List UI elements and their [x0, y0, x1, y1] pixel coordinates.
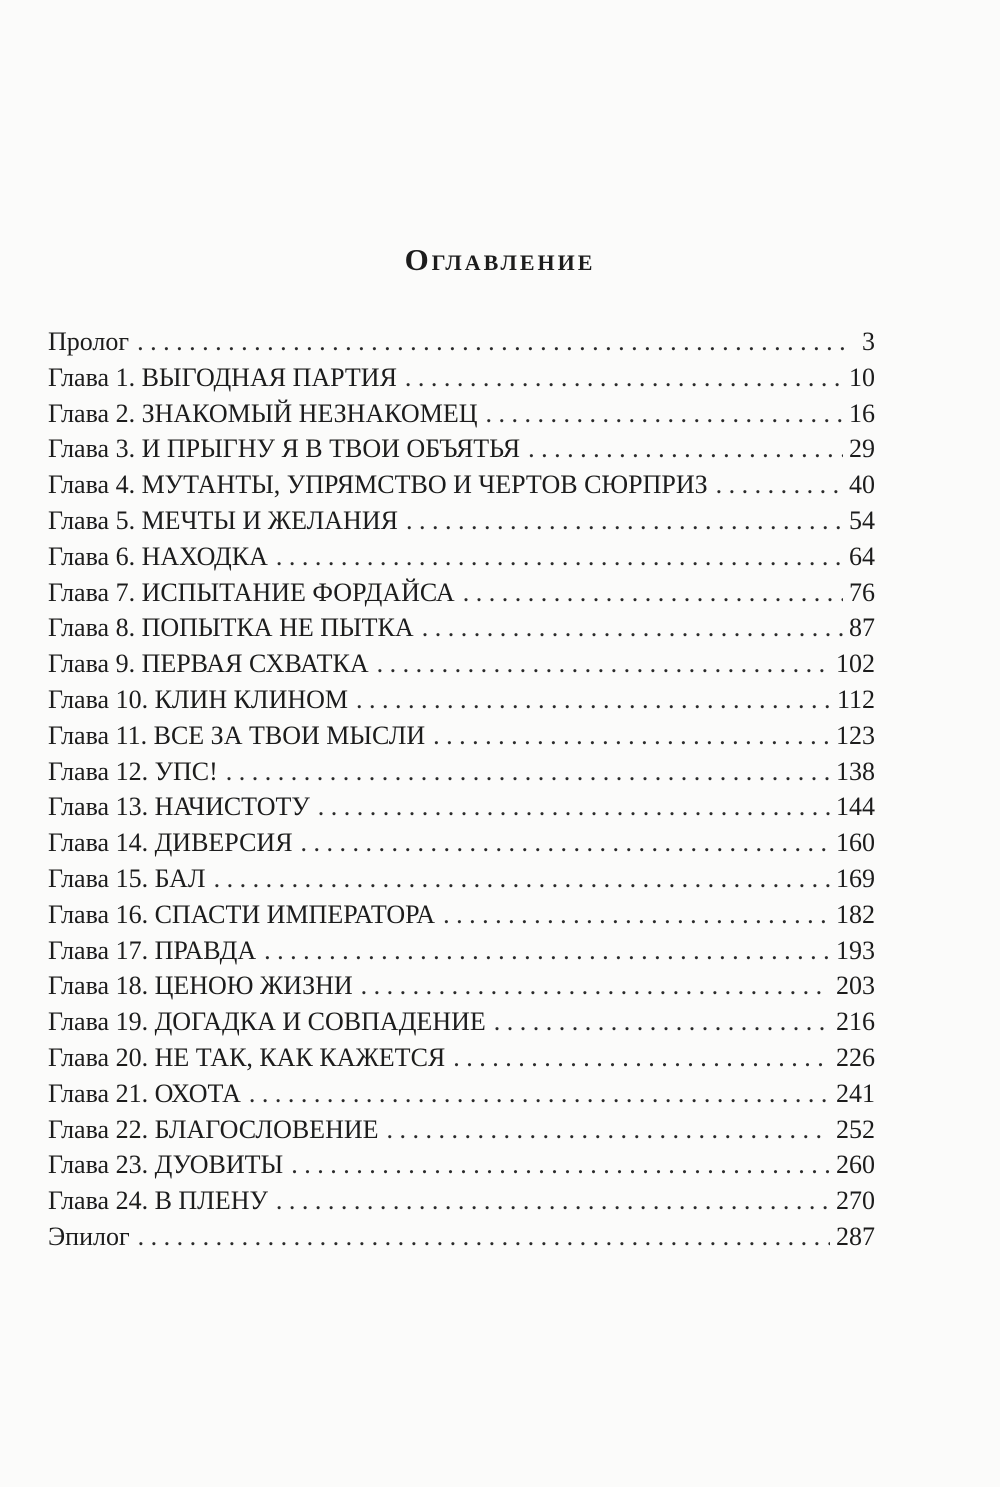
toc-entry	[48, 575, 875, 611]
toc-entry-label: Глава 3. И ПРЫГНУ Я В ТВОИ ОБЪЯТЬЯ	[48, 434, 521, 464]
toc-entry	[48, 825, 875, 861]
toc-entry	[48, 503, 875, 539]
toc-entry	[48, 718, 875, 754]
toc-entry-page-number: 123	[836, 720, 875, 750]
toc-entry-label: Глава 7. ИСПЫТАНИЕ ФОРДАЙСА	[48, 577, 455, 607]
toc-entry	[48, 1004, 875, 1040]
toc-dot-leader	[249, 1076, 830, 1112]
toc-dot-leader	[406, 503, 843, 539]
toc-entry	[48, 1112, 875, 1148]
toc-dot-leader	[138, 1219, 830, 1255]
toc-entry	[48, 968, 875, 1004]
toc-title: Оглавление	[404, 242, 596, 277]
toc-entry-page-number: 287	[836, 1221, 875, 1251]
toc-dot-leader	[377, 646, 830, 682]
toc-entry-label: Глава 17. ПРАВДА	[48, 935, 257, 965]
toc-entry	[48, 646, 875, 682]
toc-dot-leader	[226, 754, 830, 790]
toc-entry-label: Глава 20. НЕ ТАК, КАК КАЖЕТСЯ	[48, 1042, 446, 1072]
toc-entry-label: Глава 18. ЦЕНОЮ ЖИЗНИ	[48, 971, 353, 1001]
toc-dot-leader	[276, 1183, 830, 1219]
toc-dot-leader	[716, 467, 843, 503]
toc-entry-label: Глава 1. ВЫГОДНАЯ ПАРТИЯ	[48, 362, 397, 392]
toc-entry	[48, 754, 875, 790]
toc-entry	[48, 1147, 875, 1183]
toc-dot-leader	[137, 324, 845, 360]
toc-entry	[48, 1183, 875, 1219]
toc-entry	[48, 324, 875, 360]
toc-dot-leader	[443, 897, 830, 933]
toc-entry-label: Глава 8. ПОПЫТКА НЕ ПЫТКА	[48, 613, 414, 643]
toc-entry-label: Глава 22. БЛАГОСЛОВЕНИЕ	[48, 1114, 379, 1144]
toc-entry	[48, 861, 875, 897]
toc-entry-label: Глава 19. ДОГАДКА И СОВПАДЕНИЕ	[48, 1007, 486, 1037]
toc-entry-label: Глава 24. В ПЛЕНУ	[48, 1186, 268, 1216]
toc-dot-leader	[318, 789, 830, 825]
toc-entry-label: Глава 10. КЛИН КЛИНОМ	[48, 684, 349, 714]
toc-entry-label: Глава 23. ДУОВИТЫ	[48, 1150, 284, 1180]
toc-dot-leader	[494, 1004, 830, 1040]
toc-entry-page-number: 241	[836, 1078, 875, 1108]
toc-entry	[48, 789, 875, 825]
toc-dot-leader	[485, 396, 843, 432]
toc-entry-page-number: 169	[836, 863, 875, 893]
toc-entry-page-number: 102	[836, 649, 875, 679]
toc-entry-page-number: 260	[836, 1150, 875, 1180]
toc-entry-page-number: 182	[836, 899, 875, 929]
toc-entry	[48, 1219, 875, 1255]
toc-entry-label: Глава 14. ДИВЕРСИЯ	[48, 828, 293, 858]
toc-dot-leader	[463, 575, 843, 611]
toc-entry-label: Глава 16. СПАСТИ ИМПЕРАТОРА	[48, 899, 436, 929]
toc-entry-label: Глава 11. ВСЕ ЗА ТВОИ МЫСЛИ	[48, 720, 426, 750]
toc-entry-page-number: 144	[836, 792, 875, 822]
toc-entry-page-number: 112	[836, 684, 875, 714]
toc-entry-page-number: 3	[862, 327, 875, 356]
toc-dot-leader	[453, 1040, 830, 1076]
toc-entry	[48, 360, 875, 396]
toc-entry-page-number: 16	[849, 398, 875, 428]
toc-dot-leader	[291, 1147, 830, 1183]
toc-entry-label: Глава 4. МУТАНТЫ, УПРЯМСТВО И ЧЕРТОВ СЮРПРИЗ	[48, 470, 708, 500]
toc-dot-leader	[301, 825, 830, 861]
toc-entry-page-number: 226	[836, 1042, 875, 1072]
toc-entry	[48, 933, 875, 969]
toc-entry-page-number: 270	[836, 1186, 875, 1216]
toc-entry-label: Пролог	[48, 327, 130, 356]
toc-dot-leader	[387, 1112, 831, 1148]
toc-entry	[48, 1076, 875, 1112]
toc-entry-page-number: 138	[836, 756, 875, 786]
toc-entry-page-number: 203	[836, 971, 875, 1001]
toc-list	[48, 324, 875, 1255]
toc-entry-label: Глава 6. НАХОДКА	[48, 541, 268, 571]
toc-entry-page-number: 216	[836, 1007, 875, 1037]
toc-dot-leader	[361, 968, 830, 1004]
toc-entry-label: Глава 15. БАЛ	[48, 863, 206, 893]
toc-entry-page-number: 29	[849, 434, 875, 464]
toc-entry-page-number: 54	[849, 505, 875, 535]
toc-entry-label: Эпилог	[48, 1221, 130, 1251]
toc-entry-label: Глава 12. УПС!	[48, 756, 218, 786]
toc-entry-page-number: 40	[849, 470, 875, 500]
toc-entry	[48, 539, 875, 575]
toc-dot-leader	[214, 861, 830, 897]
toc-entry	[48, 396, 875, 432]
toc-entry	[48, 897, 875, 933]
toc-dot-leader	[276, 539, 843, 575]
toc-entry-page-number: 76	[849, 577, 875, 607]
toc-entry-label: Глава 2. ЗНАКОМЫЙ НЕЗНАКОМЕЦ	[48, 398, 478, 428]
toc-dot-leader	[422, 610, 843, 646]
toc-dot-leader	[433, 718, 830, 754]
toc-entry-label: Глава 13. НАЧИСТОТУ	[48, 792, 310, 822]
toc-entry	[48, 1040, 875, 1076]
toc-entry-label: Глава 5. МЕЧТЫ И ЖЕЛАНИЯ	[48, 505, 398, 535]
toc-dot-leader	[405, 360, 843, 396]
toc-dot-leader	[356, 682, 831, 718]
toc-entry-page-number: 193	[836, 935, 875, 965]
toc-entry	[48, 431, 875, 467]
toc-entry-page-number: 10	[849, 362, 875, 392]
toc-entry-page-number: 252	[836, 1114, 875, 1144]
toc-entry	[48, 682, 875, 718]
toc-entry-page-number: 87	[849, 613, 875, 643]
toc-dot-leader	[528, 431, 843, 467]
toc-entry-page-number: 160	[836, 828, 875, 858]
toc-entry	[48, 467, 875, 503]
toc-entry-label: Глава 21. ОХОТА	[48, 1078, 241, 1108]
toc-entry-label: Глава 9. ПЕРВАЯ СХВАТКА	[48, 649, 369, 679]
toc-dot-leader	[264, 933, 830, 969]
toc-entry	[48, 610, 875, 646]
toc-entry-page-number: 64	[849, 541, 875, 571]
